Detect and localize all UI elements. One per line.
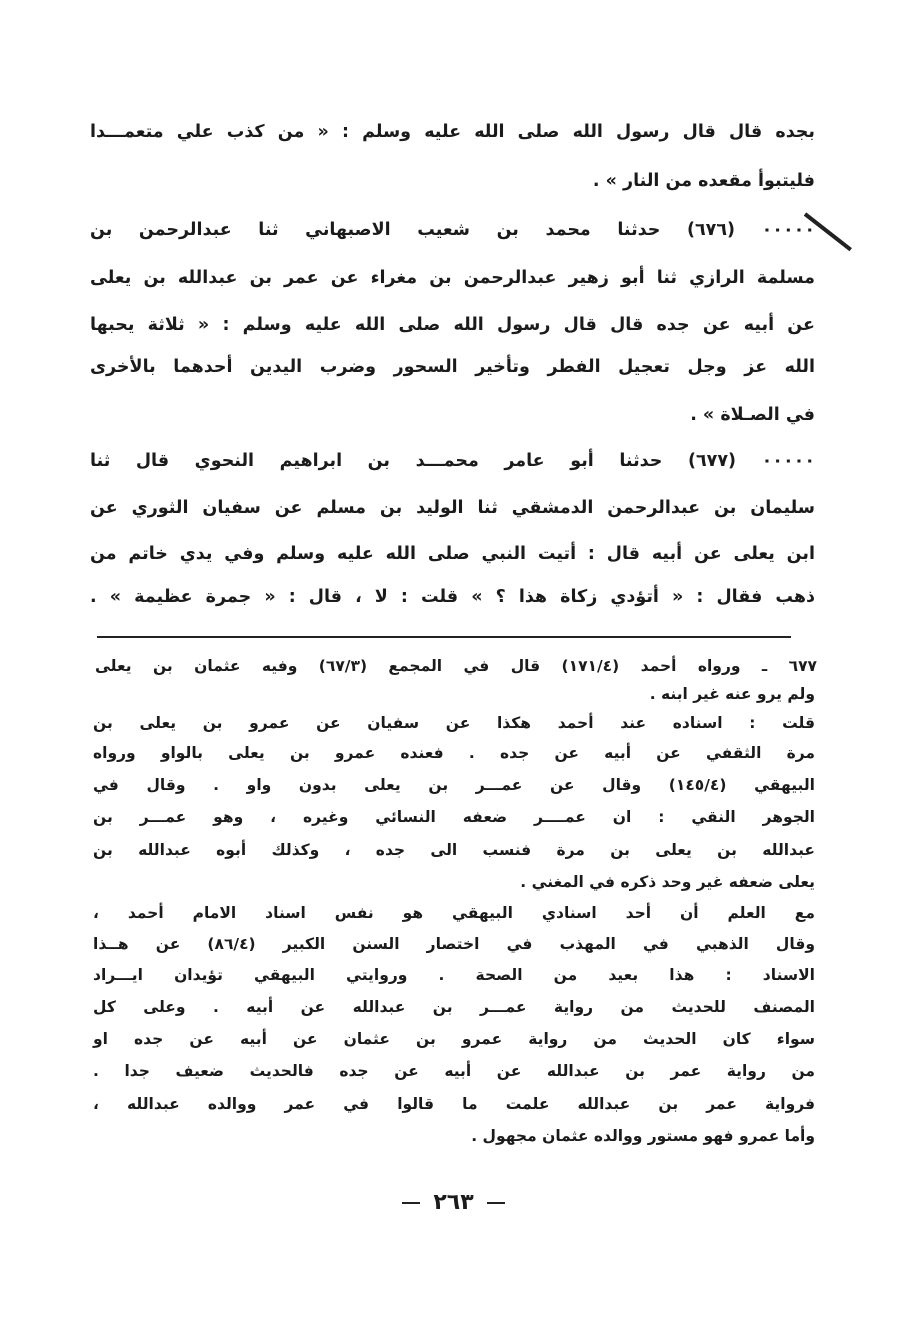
footnote-line-5: البيهقي (١٤٥/٤) وقال عن عمـــر بن يعلى بدون واو . وقال في xyxy=(93,776,815,794)
footnote-line-8: يعلى ضعفه غير وحد ذكره في المغني . xyxy=(520,873,815,891)
hadith-677-line-2: سليمان بن عبدالرحمن الدمشقي ثنا الوليد بن مسلم عن سفيان الثوري عن xyxy=(90,498,815,518)
page-number-dash-left xyxy=(402,1202,420,1204)
footnote-separator xyxy=(97,636,791,638)
footnote-line-2: ولم يرو عنه غير ابنه . xyxy=(649,685,815,703)
footnote-line-14: من رواية عمر بن عبدالله عن أبيه عن جده فالحديث ضعيف جدا . xyxy=(93,1062,815,1080)
hadith-676-line-5: في الصـلاة » . xyxy=(690,405,815,425)
hadith-677-line-1: ٠٠٠٠٠ (٦٧٧) حدثنا أبو عامر محمـــد بن ابراهيم النحوي قال ثنا xyxy=(90,451,816,471)
footnote-line-7: عبدالله بن يعلى بن مرة فنسب الى جده ، وكذلك أبوه عبدالله بن xyxy=(93,841,815,859)
footnote-line-1: ٦٧٧ ـ ورواه أحمد (١٧١/٤) قال في المجمع (٦٧/٣) وفيه عثمان بن يعلى xyxy=(95,657,817,675)
footnote-line-11: الاسناد : هذا بعيد من الصحة . وروايتي البيهقي تؤيدان ايـــراد xyxy=(93,966,815,984)
text-line-1: بجده قال قال رسول الله صلى الله عليه وسلم : « من كذب علي متعمـــدا xyxy=(90,122,815,142)
footnote-line-16: وأما عمرو فهو مستور ووالده عثمان مجهول . xyxy=(471,1127,815,1145)
footnote-line-6: الجوهر النقي : ان عمــــر ضعفه النسائي وغيره ، وهو عمـــر بن xyxy=(93,808,815,826)
hadith-677-line-3: ابن يعلى عن أبيه قال : أتيت النبي صلى الله عليه وسلم وفي يدي خاتم من xyxy=(90,544,815,564)
page-number-dash-right xyxy=(487,1202,505,1204)
hadith-677-line-4: ذهب فقال : « أتؤدي زكاة هذا ؟ » قلت : لا ، قال : « جمرة عظيمة » . xyxy=(90,587,815,607)
footnote-line-15: فرواية عمر بن عبدالله علمت ما قالوا في عمر ووالده عبدالله ، xyxy=(93,1095,815,1113)
footnote-line-4: مرة الثقفي عن أبيه عن جده . فعنده عمرو بن يعلى بالواو ورواه xyxy=(93,744,815,762)
hadith-676-line-4: الله عز وجل تعجيل الفطر وتأخير السحور وضرب اليدين أحدهما بالأخرى xyxy=(90,357,815,377)
page-number-value: ٢٦٣ xyxy=(433,1190,474,1215)
footnote-line-12: المصنف للحديث من رواية عمـــر بن عبدالله عن أبيه . وعلى كل xyxy=(93,998,815,1016)
hadith-676-line-2: مسلمة الرازي ثنا أبو زهير عبدالرحمن بن مغراء عن عمر بن عبدالله بن يعلى xyxy=(90,268,815,288)
footnote-line-9: مع العلم أن أحد اسنادي البيهقي هو نفس اسناد الامام أحمد ، xyxy=(93,904,815,922)
page-number xyxy=(0,1190,907,1215)
hadith-676-line-1: ٠٠٠٠٠ (٦٧٦) حدثنا محمد بن شعيب الاصبهاني ثنا عبدالرحمن بن xyxy=(90,220,815,240)
footnote-line-13: سواء كان الحديث من رواية عمرو بن عثمان عن أبيه عن جده او xyxy=(93,1030,815,1048)
hadith-676-line-3: عن أبيه عن جده قال قال رسول الله صلى الله عليه وسلم : « ثلاثة يحبها xyxy=(90,315,815,335)
text-line-2: فليتبوأ مقعده من النار » . xyxy=(592,171,815,191)
footnote-line-10: وقال الذهبي في المهذب في اختصار السنن الكبير (٨٦/٤) عن هــذا xyxy=(93,935,815,953)
footnote-line-3: قلت : اسناده عند أحمد هكذا عن سفيان عن عمرو بن يعلى بن xyxy=(93,714,815,732)
